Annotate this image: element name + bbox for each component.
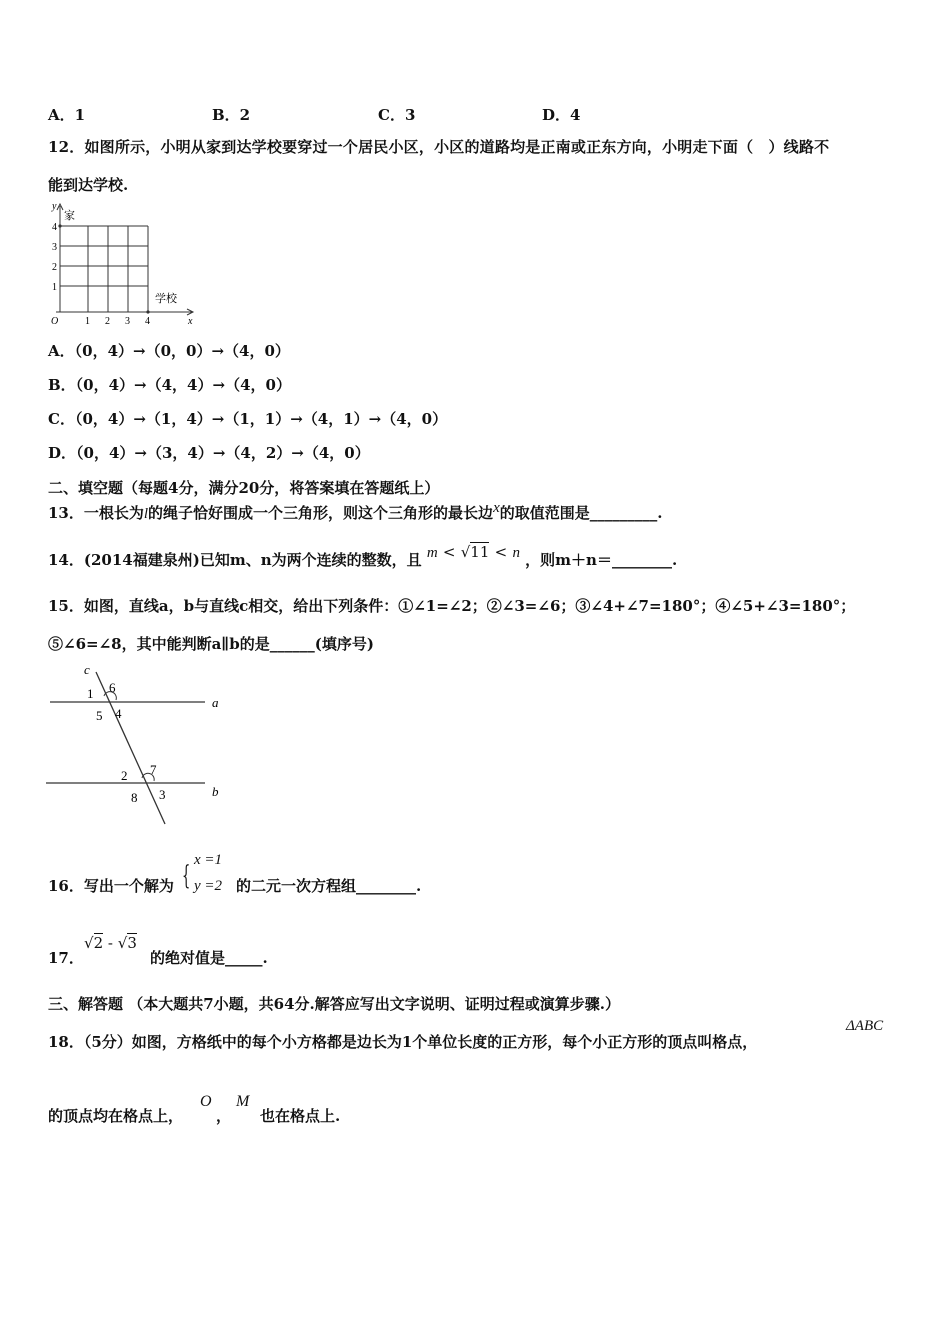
q17-part-b: 的绝对值是_____. xyxy=(150,949,268,967)
q14-var-m: m xyxy=(426,545,438,561)
q14-var-n: n xyxy=(512,545,520,561)
q13-part-a: 13．一根长为 xyxy=(48,504,144,522)
q17-radicand1: 2 xyxy=(93,934,104,952)
y-tick-4: 4 xyxy=(52,222,57,233)
q13-text xyxy=(48,500,663,524)
q17-sqrt2-symbol: √ xyxy=(117,934,128,952)
q18-point-m: M xyxy=(236,1093,250,1110)
q16-brace: { xyxy=(182,861,191,891)
option-c: C．3 xyxy=(378,106,416,124)
angle-7: 7 xyxy=(150,762,157,777)
y-tick-2: 2 xyxy=(52,262,57,273)
q16-part-a: 16．写出一个解为 xyxy=(48,877,174,895)
angle-5: 5 xyxy=(96,708,103,723)
q18-part-c: 也在格点上. xyxy=(260,1107,341,1125)
q16-part-b: 的二元一次方程组________. xyxy=(236,877,422,895)
x-tick-3: 3 xyxy=(125,316,130,327)
q13-var-x: x xyxy=(493,500,500,516)
section2-heading: 二、填空题（每题4分，满分20分，将答案填在答题纸上） xyxy=(48,479,440,497)
school-label: 学校 xyxy=(155,293,177,305)
school-point xyxy=(146,310,149,313)
q17-expression xyxy=(84,934,137,952)
q12-option-c: C．（0，4）→（1，4）→（1，1）→（4，1）→（4，0） xyxy=(48,410,448,428)
q16-eq2: y =2 xyxy=(194,878,223,894)
q14-lt1: < xyxy=(442,543,456,561)
q17-sqrt1-symbol: √ xyxy=(84,934,94,952)
q15-parallel-lines-figure xyxy=(40,660,240,830)
q12-option-a: A．（0，4）→（0，0）→（4，0） xyxy=(48,342,290,360)
label-a: a xyxy=(212,695,219,710)
q18-triangle-abc: ΔABC xyxy=(846,1018,884,1034)
q14-inequality xyxy=(427,542,520,563)
option-b: B．2 xyxy=(212,106,251,124)
q12-option-d: D．（0，4）→（3，4）→（4，2）→（4，0） xyxy=(48,444,370,462)
origin-label: O xyxy=(51,316,59,327)
q13-part-b: 的绳子恰好围成一个三角形，则这个三角形的最长边 xyxy=(148,504,494,522)
q14-text xyxy=(48,543,678,571)
angle-1: 1 xyxy=(87,686,94,701)
section3-heading: 三、解答题 （本大题共7小题，共64分.解答应写出文字说明、证明过程或演算步骤.） xyxy=(48,995,620,1013)
angle-4: 4 xyxy=(115,706,122,721)
q16-eq1: x =1 xyxy=(194,852,223,868)
q15-text-line2: ⑤∠6=∠8，其中能判断a∥b的是______(填序号) xyxy=(48,635,374,653)
q14-lt2: < xyxy=(494,543,508,561)
label-b: b xyxy=(212,784,219,799)
angle-8: 8 xyxy=(131,790,138,805)
q14-part-b: ，则m＋n＝________. xyxy=(525,551,678,569)
q17-part-a: 17． xyxy=(48,949,84,967)
q12-option-b: B．（0，4）→（4，4）→（4，0） xyxy=(48,376,291,394)
option-a: A．1 xyxy=(48,106,86,124)
x-tick-2: 2 xyxy=(105,316,110,327)
q13-var-l: l xyxy=(143,506,149,522)
q17-minus: - xyxy=(107,934,113,952)
angle-3: 3 xyxy=(159,787,166,802)
label-c: c xyxy=(84,662,90,677)
x-tick-4: 4 xyxy=(145,316,150,327)
option-d: D．4 xyxy=(542,106,581,124)
y-tick-1: 1 xyxy=(52,282,57,293)
q14-sqrt-symbol: √ xyxy=(460,543,471,561)
q12-text-line2: 能到达学校. xyxy=(48,176,129,194)
home-point xyxy=(58,224,61,227)
x-tick-1: 1 xyxy=(85,316,90,327)
home-label: 家 xyxy=(64,210,75,222)
q18-point-o: O xyxy=(200,1093,212,1110)
q18-text-line1: 18．（5分）如图，方格纸中的每个小方格都是边长为1个单位长度的正方形，每个小正方形的顶点叫格点， xyxy=(48,1033,758,1051)
q13-part-c: 的取值范围是_________. xyxy=(499,504,663,522)
angle-2: 2 xyxy=(121,768,128,783)
x-axis-label: x xyxy=(188,316,193,327)
q15-text-line1: 15．如图，直线a，b与直线c相交，给出下列条件：①∠1=∠2；②∠3=∠6；③∠4+∠7=180°；④∠5+∠3=180°； xyxy=(48,597,856,615)
q18-comma: ， xyxy=(216,1107,232,1125)
q12-grid-figure xyxy=(44,200,204,328)
y-axis-label: y xyxy=(52,201,57,212)
q14-part-a: 14．(2014福建泉州)已知m、n为两个连续的整数，且 xyxy=(48,551,422,569)
angle-6: 6 xyxy=(109,680,116,695)
q18-part-b: 的顶点均在格点上， xyxy=(48,1107,184,1125)
q17-radicand2: 3 xyxy=(127,934,137,952)
q14-radicand: 11 xyxy=(470,543,490,561)
q12-text-line1: 12．如图所示，小明从家到达学校要穿过一个居民小区，小区的道路均是正南或正东方向，小明走下面（ ）线路不 xyxy=(48,138,830,156)
y-tick-3: 3 xyxy=(52,242,57,253)
